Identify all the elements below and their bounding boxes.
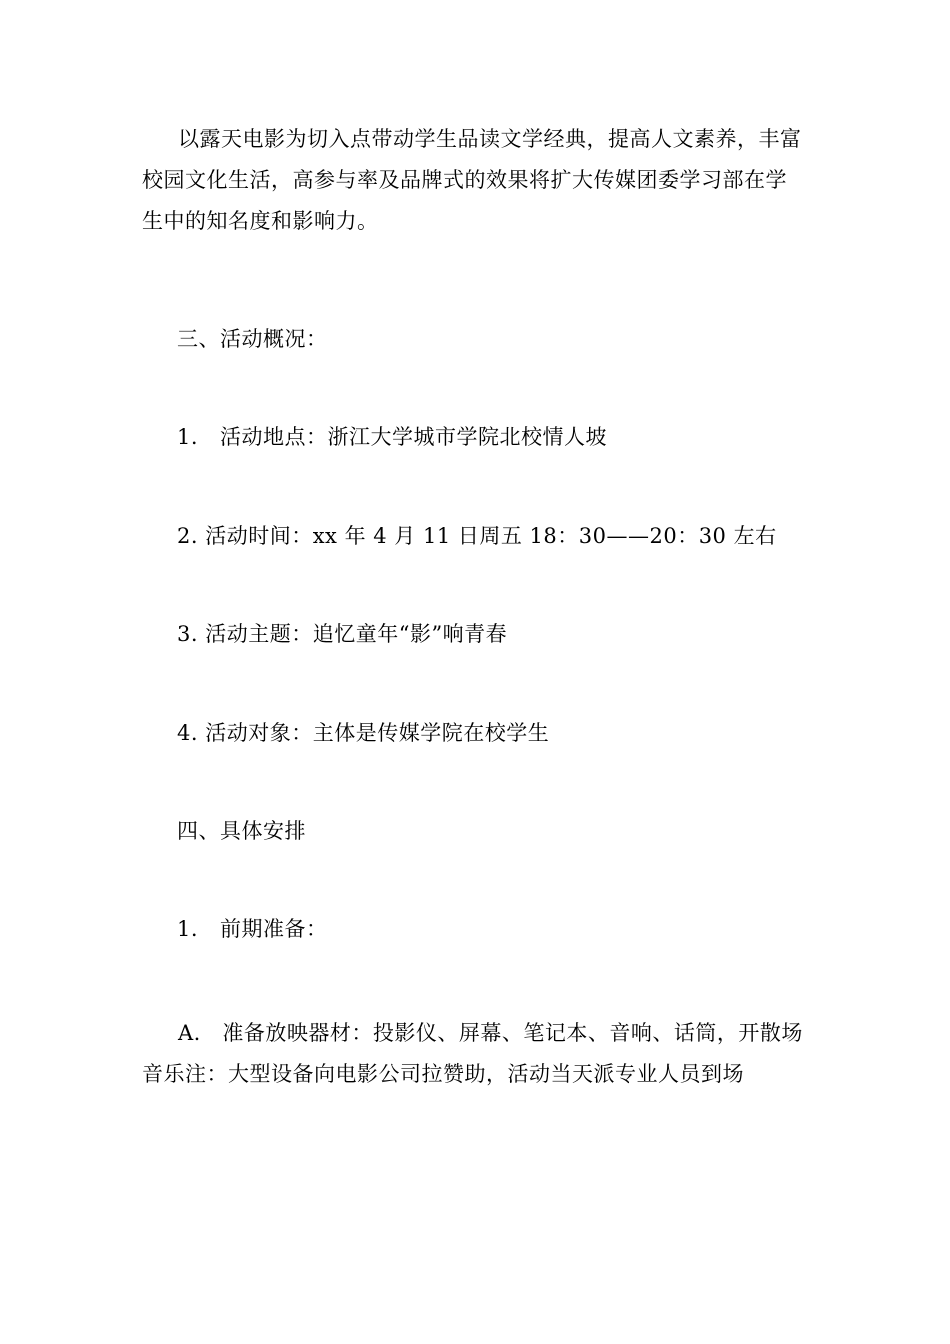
item-2-time: 2. 活动时间：xx 年 4 月 11 日周五 18：30——20：30 左右	[177, 524, 777, 548]
item-3-theme: 3. 活动主题：追忆童年“影”响青春	[177, 622, 508, 646]
section-4-heading: 四、具体安排	[177, 819, 306, 843]
section-3-heading: 三、活动概况：	[177, 327, 328, 351]
prep-item	[177, 914, 328, 944]
item-1-text: 活动地点：浙江大学城市学院北校情人坡	[220, 425, 608, 449]
item-a-paragraph: A. 准备放映器材：投影仪、屏幕、笔记本、音响、话筒，开散场音乐注：大型设备向电影公司拉赞助，活动当天派专业人员到场	[142, 1021, 803, 1086]
prep-number: 1.	[177, 917, 199, 941]
item-1-location	[177, 422, 607, 452]
item-1-number: 1.	[177, 425, 199, 449]
item-4-audience: 4. 活动对象：主体是传媒学院在校学生	[177, 721, 550, 745]
prep-text: 前期准备：	[220, 917, 328, 941]
intro-paragraph: 以露天电影为切入点带动学生品读文学经典，提高人文素养，丰富校园文化生活，高参与率及品牌式的效果将扩大传媒团委学习部在学生中的知名度和影响力。	[142, 127, 802, 233]
